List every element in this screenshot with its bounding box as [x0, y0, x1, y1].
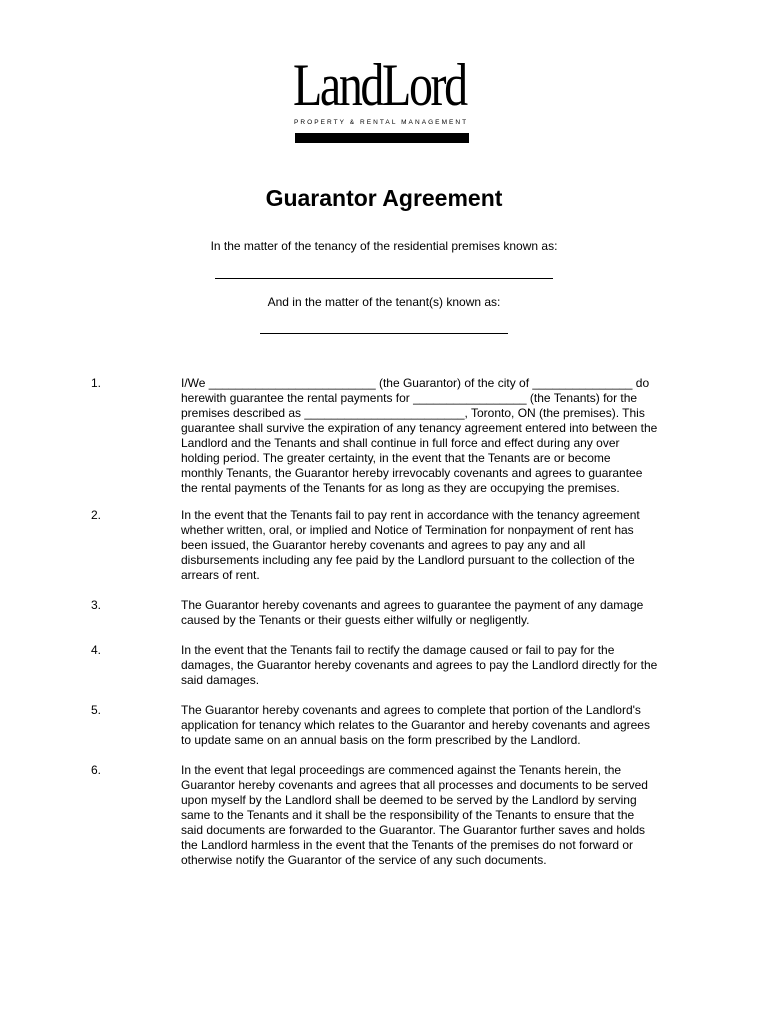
premises-blank-line: [215, 278, 553, 279]
clause-number: 4.: [91, 643, 102, 657]
clause-line: herewith guarantee the rental payments for _________________ (the Tenants) for the: [181, 391, 638, 405]
clause-line: otherwise notify the Guarantor of the service of any such documents.: [181, 853, 547, 867]
clause-line: monthly Tenants, the Guarantor hereby irrevocably covenants and agrees to guarantee: [181, 466, 643, 480]
clause-text: [181, 703, 681, 748]
tenants-blank-line: [260, 333, 508, 334]
clause-line: Landlord and the Tenants and shall continue in full force and effect during any over: [181, 436, 620, 450]
clause-line: said damages.: [181, 673, 260, 687]
clause-line: In the event that the Tenants fail to pay rent in accordance with the tenancy agreement: [181, 508, 640, 522]
clause-line: upon myself by the Landlord shall be deemed to be served by the Landlord by serving: [181, 793, 637, 807]
clause-line: Guarantor hereby covenants and agrees that all processes and documents to be served: [181, 778, 648, 792]
tenants-intro: And in the matter of the tenant(s) known as:: [267, 295, 501, 309]
clause-line: In the event that legal proceedings are commenced against the Tenants herein, the: [181, 763, 622, 777]
clause-line: The Guarantor hereby covenants and agrees to guarantee the payment of any damage: [181, 598, 644, 612]
clause-line: guarantee shall survive the expiration of any tenancy agreement entered into between the: [181, 421, 658, 435]
clause-line: the Landlord harmless in the event that the Tenants of the premises do not forward or: [181, 838, 634, 852]
clause-line: same to the Tenants and it shall be the responsibility of the Tenants to ensure that the: [181, 808, 635, 822]
clause-text: [181, 598, 681, 628]
clause-line: The Guarantor hereby covenants and agrees to complete that portion of the Landlord's: [181, 703, 641, 717]
clause-line: to update same on an annual basis on the form prescribed by the Landlord.: [181, 733, 581, 747]
clause-line: holding period. The greater certainty, in the event that the Tenants are or become: [181, 451, 611, 465]
clause-line: arrears of rent.: [181, 568, 260, 582]
clause-line: been issued, the Guarantor hereby covenants and agrees to pay any and all: [181, 538, 586, 552]
premises-intro: In the matter of the tenancy of the residential premises known as:: [210, 239, 558, 253]
landlord-logo: [293, 52, 469, 146]
clause-line: disbursements including any fee paid by the Landlord pursuant to the collection of the: [181, 553, 635, 567]
clause-line: In the event that the Tenants fail to rectify the damage caused or fail to pay for the: [181, 643, 615, 657]
clause-line: the rental payments of the Tenants for as long as they are occupying the premises.: [181, 481, 620, 495]
clause-line: caused by the Tenants or their guests either wilfully or negligently.: [181, 613, 530, 627]
clause-line: said documents are forwarded to the Guarantor. The Guarantor further saves and holds: [181, 823, 646, 837]
logo-tagline: PROPERTY & RENTAL MANAGEMENT: [294, 119, 469, 126]
logo-bar: [295, 133, 469, 143]
clause-number: 3.: [91, 598, 102, 612]
clause-line: I/We _________________________ (the Guarantor) of the city of _______________ do: [181, 376, 650, 390]
clause-text: [181, 508, 681, 583]
clause-line: whether written, oral, or implied and Notice of Termination for nonpayment of rent has: [181, 523, 634, 537]
clause-text: [181, 376, 681, 496]
document-title: Guarantor Agreement: [265, 185, 503, 211]
clause-number: 6.: [91, 763, 102, 777]
clause-text: [181, 643, 681, 688]
clause-number: 1.: [91, 376, 102, 390]
clause-number: 5.: [91, 703, 102, 717]
clause-line: damages, the Guarantor hereby covenants and agrees to pay the Landlord directly for the: [181, 658, 658, 672]
logo-wordmark: LandLord: [293, 52, 466, 118]
clause-number: 2.: [91, 508, 102, 522]
clause-line: application for tenancy which relates to the Guarantor and hereby covenants and agrees: [181, 718, 650, 732]
clause-text: [181, 763, 681, 868]
clause-line: premises described as ________________________, Toronto, ON (the premises). This: [181, 406, 645, 420]
